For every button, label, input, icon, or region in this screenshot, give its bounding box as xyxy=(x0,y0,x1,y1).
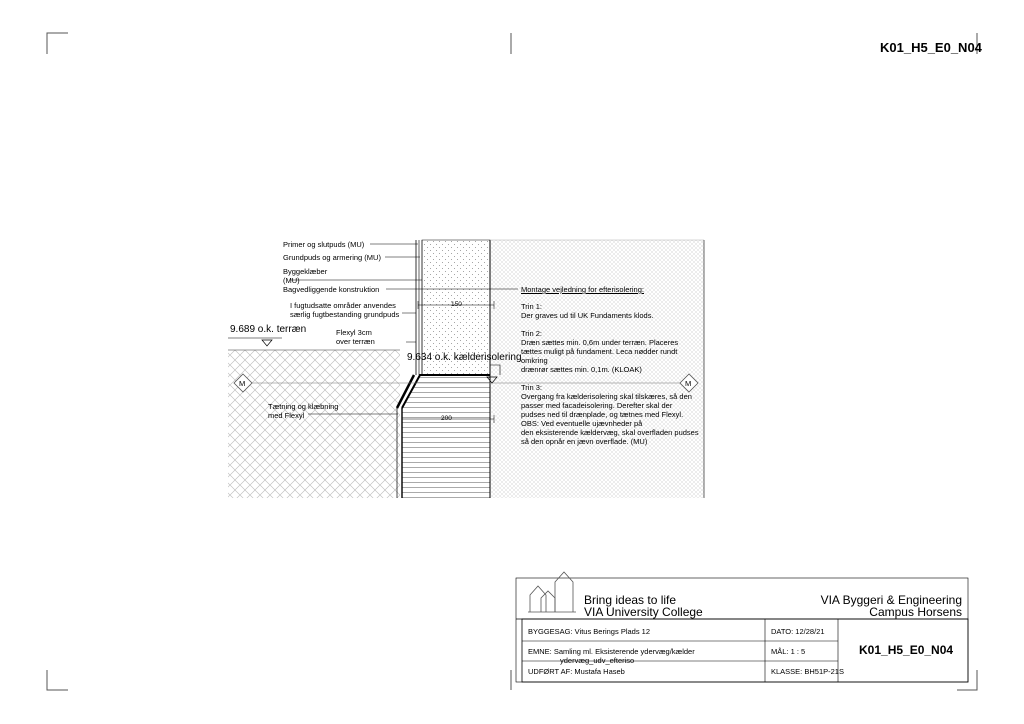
basement-insulation xyxy=(402,375,490,498)
label-grundpuds: Grundpuds og armering (MU) xyxy=(283,253,381,262)
note-trin3-line: så den opnår en jævn overflade. (MU) xyxy=(521,437,648,446)
note-trin2-line: drænrør sættes min. 0,1m. (KLOAK) xyxy=(521,365,642,374)
note-trin3-title: Trin 3: xyxy=(521,383,542,392)
title-block-drawing-number: K01_H5_E0_N04 xyxy=(859,643,954,657)
field-dato: DATO: 12/28/21 xyxy=(771,627,825,636)
note-trin1-title: Trin 1: xyxy=(521,302,542,311)
note-trin3-line: den eksisterende kældervæg, skal overfladen pudses xyxy=(521,428,699,437)
note-trin3-line: pudses ned til drænplade, og tætnes med Flexyl. xyxy=(521,410,684,419)
field-emne-continued: ydervæg_udv_efteriso xyxy=(560,656,635,665)
label-fugt-1: I fugtudsatte områder anvendes xyxy=(290,301,396,310)
note-trin3-line: Overgang fra kælderisolering skal tilskæres, så den xyxy=(521,392,692,401)
company-line-2: Campus Horsens xyxy=(869,605,962,619)
slogan-line-1: Bring ideas to life xyxy=(584,593,677,607)
level-kaelderisolering: 9.634 o.k. kælderisolering xyxy=(407,352,522,363)
field-klasse: KLASSE: BH51P-21S xyxy=(771,667,844,676)
label-taetning-2: med Flexyl xyxy=(268,411,305,420)
drawing-number-header: K01_H5_E0_N04 xyxy=(880,40,982,55)
field-maal: MÅL: 1 : 5 xyxy=(771,647,806,656)
dimension-200: 200 xyxy=(441,415,452,422)
level-terraen: 9.689 o.k. terræn xyxy=(230,324,307,335)
label-fugt-2: særlig fugtbestanding grundpuds xyxy=(290,310,400,319)
note-trin2-line: tættes muligt på fundament. Leca nødder rundt xyxy=(521,347,678,356)
note-trin2-line: omkring xyxy=(521,356,548,365)
company-line-1: VIA Byggeri & Engineering xyxy=(820,593,962,607)
label-taetning-1: Tætning og klæbning xyxy=(268,402,339,411)
field-byggesag: BYGGESAG: Vitus Berings Plads 12 xyxy=(528,627,651,636)
section-marker-left: M xyxy=(239,379,246,388)
field-emne: EMNE: Samling ml. Eksisterende ydervæg/kælder xyxy=(528,647,695,656)
label-primer: Primer og slutpuds (MU) xyxy=(283,240,365,249)
section-marker-right: M xyxy=(685,379,692,388)
note-trin2-title: Trin 2: xyxy=(521,329,542,338)
field-udfort: UDFØRT AF: Mustafa Haseb xyxy=(528,667,625,676)
label-flexyl-1: Flexyl 3cm xyxy=(336,328,372,337)
label-flexyl-2: over terræn xyxy=(336,337,375,346)
note-trin1-line: Der graves ud til UK Fundaments klods. xyxy=(521,311,654,320)
notes-heading: Montage vejledning for efterisolering: xyxy=(521,285,644,294)
label-byggeklaeber-mu: (MU) xyxy=(283,276,300,285)
label-bagvedliggende: Bagvedliggende konstruktion xyxy=(283,285,380,294)
soil-hatch xyxy=(228,350,400,498)
label-byggeklaeber: Byggeklæber xyxy=(283,267,328,276)
slogan-line-2: VIA University College xyxy=(584,605,703,619)
note-trin2-line: Dræn sættes min. 0,6m under terræn. Placeres xyxy=(521,338,679,347)
note-trin3-line: passer med facadeisolering. Derefter skal der xyxy=(521,401,673,410)
note-trin3-line: OBS: Ved eventuelle ujævnheder på xyxy=(521,419,643,428)
dimension-150: 150 xyxy=(451,301,462,308)
